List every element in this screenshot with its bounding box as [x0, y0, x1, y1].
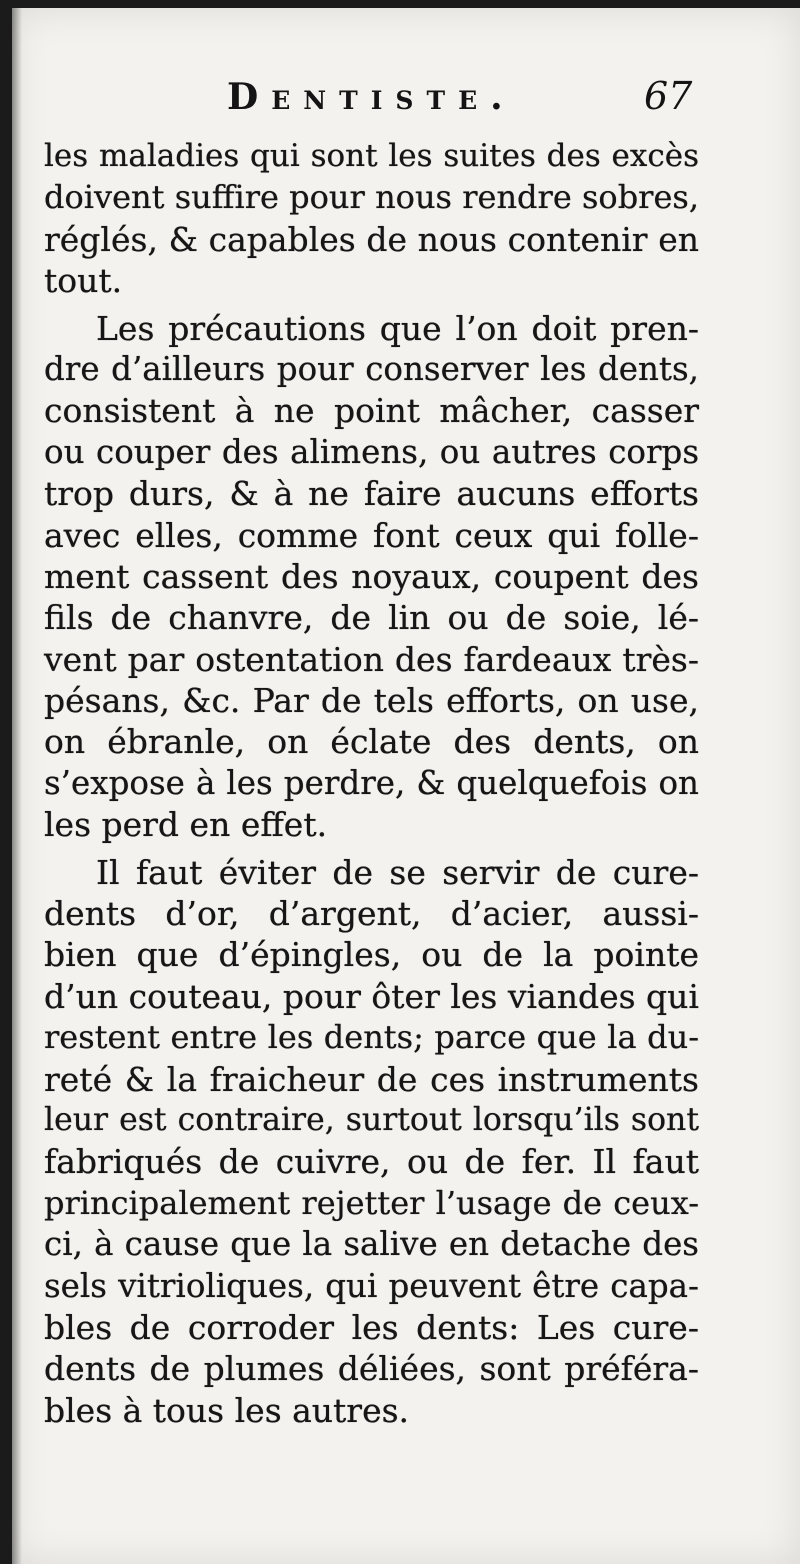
page-number: 67: [644, 74, 693, 118]
page-edge-shadow: [12, 8, 22, 1564]
text-line: consistent à ne point mâcher, casser: [44, 391, 699, 431]
running-head: Dentiste.: [227, 76, 516, 118]
text-line: les perd en effet.: [44, 805, 328, 845]
text-line: pésans, &c. Par de tels efforts, on use,: [44, 681, 699, 721]
text-line: s’expose à les perdre, & quelquefois on: [44, 763, 699, 802]
text-line: les maladies qui sont les suites des excès: [44, 138, 699, 174]
text-line: reté & la fraicheur de ces instruments: [44, 1059, 699, 1099]
text-line: Les précautions que l’on doit pren-: [96, 308, 699, 348]
text-line: doivent suffire pour nous rendre sobres,: [44, 178, 699, 217]
text-line: on ébranle, on éclate des dents, on: [44, 722, 699, 762]
text-line: bien que d’épingles, ou de la pointe: [44, 935, 699, 975]
page-header: [12, 70, 800, 130]
text-line: trop durs, & à ne faire aucuns efforts: [44, 474, 699, 514]
text-line: fabriqués de cuivre, ou de fer. Il faut: [44, 1142, 699, 1182]
paragraph-2: [44, 308, 699, 846]
body-text: [44, 136, 699, 1431]
text-line: ou couper des alimens, ou autres corps: [44, 432, 699, 471]
text-line: leur est contraire, surtout lorsqu’ils sont: [44, 1101, 699, 1138]
text-line: restent entre les dents; parce que la du-: [44, 1018, 699, 1057]
text-line: vent par ostentation des fardeaux très-: [44, 639, 699, 679]
text-line: bles à tous les autres.: [44, 1390, 410, 1430]
book-page: [12, 8, 800, 1564]
text-line: principalement rejetter l’usage de ceux-: [44, 1183, 699, 1222]
text-line: avec elles, comme font ceux qui folle-: [44, 515, 699, 555]
text-line: dents de plumes déliées, sont préféra-: [44, 1349, 699, 1389]
paragraph-1: [44, 136, 699, 302]
text-line: ment cassent des noyaux, coupent des: [44, 556, 699, 596]
text-line: dents d’or, d’argent, d’acier, aussi-: [44, 894, 699, 934]
paragraph-3: [44, 852, 699, 1431]
text-line: sels vitrioliques, qui peuvent être capa-: [44, 1266, 699, 1305]
text-line: ci, à cause que la salive en detache des: [44, 1225, 699, 1264]
text-line: fils de chanvre, de lin ou de soie, lé-: [44, 598, 699, 638]
text-line: tout.: [44, 261, 123, 301]
text-line: réglés, & capables de nous contenir en: [44, 219, 699, 259]
text-line: d’un couteau, pour ôter les viandes qui: [44, 976, 699, 1016]
text-line: dre d’ailleurs pour conserver les dents,: [44, 349, 699, 388]
text-line: bles de corroder les dents: Les cure-: [44, 1307, 699, 1347]
text-line: Il faut éviter de se servir de cure-: [96, 852, 699, 892]
